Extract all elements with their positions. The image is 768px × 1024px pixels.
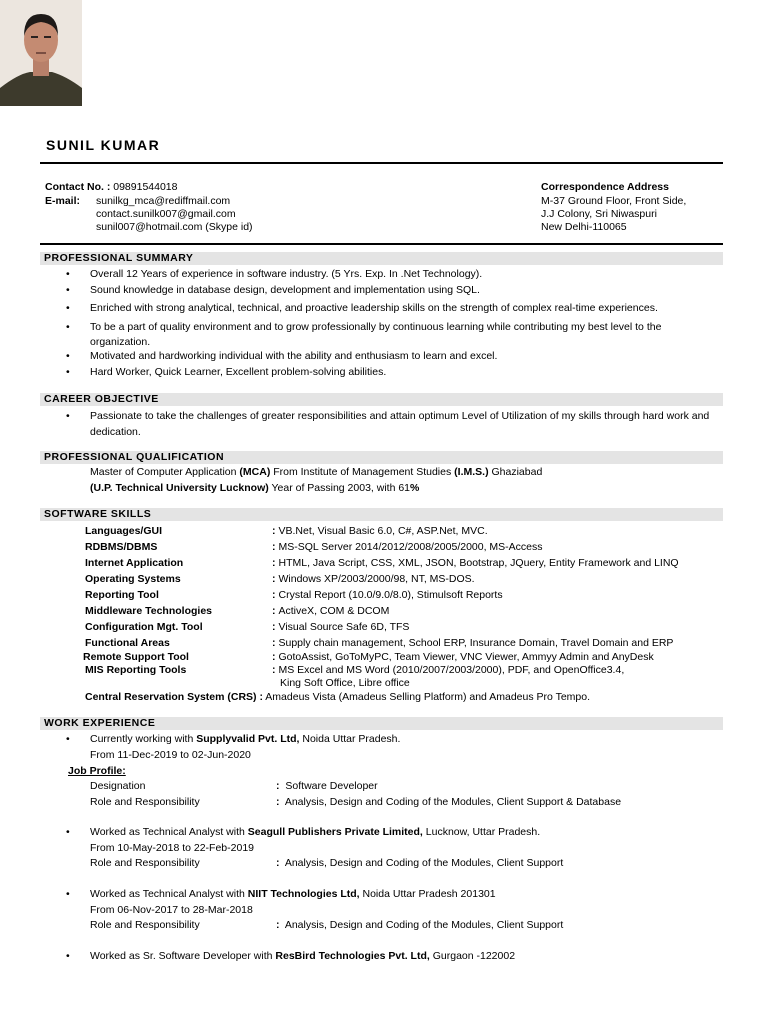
- colon: :: [272, 589, 276, 601]
- q-percent: %: [410, 482, 420, 494]
- job-text: Worked as Technical Analyst with: [90, 826, 248, 838]
- skill-label: RDBMS/DBMS: [85, 541, 158, 553]
- profile-photo: [0, 0, 82, 106]
- objective-item: • Passionate to take the challenges of greater responsibilities and attain optimum Level of Utilization of my skills through hard work and dedication.: [90, 408, 720, 440]
- role-label: Role and Responsibility: [90, 857, 200, 869]
- skill-label: Configuration Mgt. Tool: [85, 621, 203, 633]
- skill-text: HTML, Java Script, CSS, XML, JSON, Bootstrap, JQuery, Entity Framework and LINQ: [278, 557, 679, 569]
- email-label: E-mail:: [45, 195, 81, 207]
- designation-label: Designation: [90, 780, 146, 792]
- job-3: [90, 888, 720, 901]
- objective-heading: CAREER OBJECTIVE: [40, 393, 723, 406]
- q-text: From Institute of Management Studies: [270, 466, 455, 478]
- address-line-1: M-37 Ground Floor, Front Side,: [541, 195, 687, 207]
- candidate-name: SUNIL KUMAR: [46, 137, 161, 153]
- role-text: Analysis, Design and Coding of the Modules, Client Support & Database: [284, 796, 622, 808]
- summary-item: • Enriched with strong analytical, technical, and proactive leadership skills on the strength of complex real-time experiences.: [90, 302, 720, 315]
- skill-label: Remote Support Tool: [83, 651, 189, 663]
- header-rule: [40, 162, 723, 164]
- colon: :: [272, 637, 276, 649]
- colon: :: [272, 573, 276, 585]
- skill-value: [272, 573, 475, 586]
- colon: :: [272, 525, 276, 537]
- address-line-2: J.J Colony, Sri Niwaspuri: [541, 208, 657, 220]
- skill-text: MS Excel and MS Word (2010/2007/2003/2000), PDF, and OpenOffice3.4,: [278, 664, 625, 676]
- skill-label: Functional Areas: [85, 637, 170, 649]
- colon: :: [272, 664, 276, 676]
- skill-text: MS-SQL Server 2014/2012/2008/2005/2000, MS-Access: [278, 541, 543, 553]
- job-2-period: From 10-May-2018 to 22-Feb-2019: [90, 842, 254, 854]
- job-company: Supplyvalid Pvt. Ltd,: [196, 733, 300, 745]
- job-profile-label: Job Profile:: [68, 765, 126, 777]
- skill-text: Supply chain management, School ERP, Insurance Domain, Travel Domain and ERP: [278, 637, 674, 649]
- skill-value: [272, 637, 673, 650]
- colon: :: [272, 541, 276, 553]
- colon: :: [276, 857, 280, 869]
- email-1[interactable]: sunilkg_mca@rediffmail.com: [96, 195, 231, 207]
- qualification-line-1: [90, 466, 542, 479]
- skill-text: GotoAssist, GoToMyPC, Team Viewer, VNC Viewer, Ammyy Admin and AnyDesk: [278, 651, 654, 663]
- colon: :: [272, 605, 276, 617]
- job-1: [90, 733, 720, 746]
- q-university: (U.P. Technical University Lucknow): [90, 482, 269, 494]
- contact-rule: [40, 243, 723, 245]
- job-1-period: From 11-Dec-2019 to 02-Jun-2020: [90, 749, 251, 761]
- q-institute: (I.M.S.): [454, 466, 489, 478]
- job-location: Gurgaon -122002: [429, 950, 516, 962]
- address-line-3: New Delhi-110065: [541, 221, 627, 233]
- skill-text: VB.Net, Visual Basic 6.0, C#, ASP.Net, MVC.: [278, 525, 488, 537]
- job-company: ResBird Technologies Pvt. Ltd,: [275, 950, 430, 962]
- job-location: Noida Uttar Pradesh.: [299, 733, 401, 745]
- job-text: Currently working with: [90, 733, 197, 745]
- skill-value: [272, 651, 654, 664]
- colon: :: [276, 780, 280, 792]
- skill-value: [272, 541, 543, 554]
- skill-value: [272, 605, 389, 618]
- job-text: Worked as Technical Analyst with: [90, 888, 248, 900]
- skill-value: [272, 557, 679, 570]
- job-company: Seagull Publishers Private Limited,: [247, 826, 423, 838]
- skill-text: Visual Source Safe 6D, TFS: [278, 621, 410, 633]
- summary-item: • Overall 12 Years of experience in software industry. (5 Yrs. Exp. In .Net Technology).: [90, 268, 720, 281]
- skill-value: [272, 664, 624, 677]
- skill-label: Internet Application: [85, 557, 184, 569]
- role-label: Role and Responsibility: [90, 796, 200, 808]
- email-2[interactable]: contact.sunilk007@gmail.com: [96, 208, 236, 220]
- crs-label: Central Reservation System (CRS) :: [85, 691, 263, 703]
- skill-value-continued: King Soft Office, Libre office: [280, 677, 410, 689]
- skill-label: Operating Systems: [85, 573, 181, 585]
- colon: :: [276, 919, 280, 931]
- summary-item: • Hard Worker, Quick Learner, Excellent problem-solving abilities.: [90, 366, 720, 379]
- job-text: Worked as Sr. Software Developer with: [90, 950, 276, 962]
- role-value: [276, 796, 621, 809]
- skill-value: [272, 621, 409, 634]
- role-label: Role and Responsibility: [90, 919, 200, 931]
- job-4: [90, 950, 720, 963]
- colon: :: [272, 621, 276, 633]
- q-text: Ghaziabad: [488, 466, 543, 478]
- job-location: Lucknow, Uttar Pradesh.: [422, 826, 541, 838]
- summary-item: • To be a part of quality environment and to grow professionally by continuous learning while contributing my best level to the organization.: [90, 320, 720, 350]
- phone-label: Contact No. :: [45, 181, 111, 193]
- email-3[interactable]: sunil007@hotmail.com (Skype id): [96, 221, 253, 233]
- job-3-period: From 06-Nov-2017 to 28-Mar-2018: [90, 904, 253, 916]
- summary-item: • Motivated and hardworking individual with the ability and enthusiasm to learn and excel.: [90, 350, 720, 363]
- skill-value: [272, 589, 503, 602]
- designation-value: [276, 780, 378, 793]
- skill-text: Windows XP/2003/2000/98, NT, MS-DOS.: [278, 573, 475, 585]
- qualification-heading: PROFESSIONAL QUALIFICATION: [40, 451, 723, 464]
- qualification-line-2: [90, 482, 419, 495]
- skill-text: Crystal Report (10.0/9.0/8.0), Stimulsoft Reports: [278, 589, 503, 601]
- skill-label: MIS Reporting Tools: [85, 664, 187, 676]
- designation-text: Software Developer: [285, 780, 378, 792]
- work-heading: WORK EXPERIENCE: [40, 717, 723, 730]
- q-text: Year of Passing 2003, with 61: [268, 482, 411, 494]
- job-company: NIIT Technologies Ltd,: [247, 888, 360, 900]
- colon: :: [272, 557, 276, 569]
- skill-value: [272, 525, 488, 538]
- skill-label: Middleware Technologies: [85, 605, 212, 617]
- skill-text: ActiveX, COM & DCOM: [278, 605, 390, 617]
- crs-line: [85, 691, 590, 704]
- job-2: [90, 826, 720, 839]
- skill-label: Languages/GUI: [85, 525, 163, 537]
- skill-label: Reporting Tool: [85, 589, 159, 601]
- crs-value: Amadeus Vista (Amadeus Selling Platform) and Amadeus Pro Tempo.: [262, 691, 591, 703]
- colon: :: [276, 796, 280, 808]
- skills-heading: SOFTWARE SKILLS: [40, 508, 723, 521]
- summary-item: • Sound knowledge in database design, development and implementation using SQL.: [90, 284, 720, 297]
- q-text: Master of Computer Application: [90, 466, 240, 478]
- address-label: Correspondence Address: [541, 181, 669, 193]
- role-value: [276, 857, 563, 870]
- phone-value: 09891544018: [113, 181, 178, 193]
- job-location: Noida Uttar Pradesh 201301: [359, 888, 496, 900]
- role-value: [276, 919, 563, 932]
- colon: :: [272, 651, 276, 663]
- role-text: Analysis, Design and Coding of the Modules, Client Support: [284, 857, 564, 869]
- q-degree: (MCA): [239, 466, 271, 478]
- role-text: Analysis, Design and Coding of the Modules, Client Support: [284, 919, 564, 931]
- phone-line: [45, 181, 178, 194]
- summary-heading: PROFESSIONAL SUMMARY: [40, 252, 723, 265]
